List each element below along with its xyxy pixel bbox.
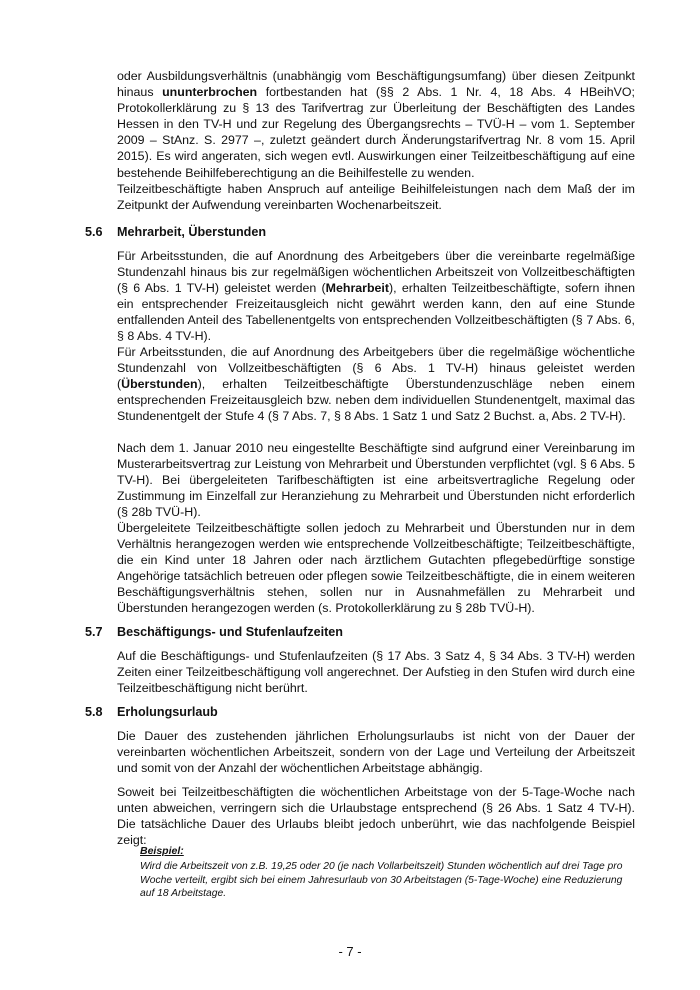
paragraph-urlaubsdauer: Die Dauer des zustehenden jährlichen Erholungsurlaubs ist nicht von der Dauer der vereinbarten wöchentlichen Arbeitszeit, sondern von der Lage und Verteilung der Arbeitszeit und somit von der Anzahl der wöchentlichen Arbeitstage abhängig. bbox=[117, 729, 635, 776]
section-title: Mehrarbeit, Überstunden bbox=[117, 225, 267, 239]
section-title: Beschäftigungs- und Stufenlaufzeiten bbox=[117, 625, 343, 639]
bold-ununterbrochen: ununterbrochen bbox=[162, 85, 258, 100]
example-text: Wird die Arbeitszeit von z.B. 19,25 oder 20 (je nach Vollarbeitszeit) Stunden wöchentlich auf drei Tage pro Woche verteilt, ergibt sich bei einem Jahresurlaub von 30 Arbeitstagen (5-Tage-Woche) eine Reduzierung auf 18 Arbeitstage. bbox=[140, 861, 623, 900]
paragraph-mehrarbeit: Für Arbeitsstunden, die auf Anordnung des Arbeitgebers über die vereinbarte regelmäßige Stundenzahl hinaus bis zur regelmäßigen wöchentlichen Arbeitszeit von Vollzeitbeschäftigten (§ 6 Abs. 1 TV-H) geleistet werden (Mehrarbeit), erhalten Teilzeitbeschäftigte, sofern ihnen ein entsprechender Freizeitausgleich nicht gewährt werden kann, den auf eine Stunde entfallenden Anteil des Tabellenentgelts von entsprechenden Vollzeitbeschäftigten (§ 7 Abs. 6, § 8 Abs. 4 TV-H). bbox=[117, 249, 635, 344]
example-label: Beispiel: bbox=[140, 845, 184, 857]
paragraph-urlaubstage: Soweit bei Teilzeitbeschäftigten die wöchentlichen Arbeitstage von der 5-Tage-Woche nach unten abweichen, verringern sich die Urlaubstage entsprechend (§ 26 Abs. 1 Satz 4 TV-H). Die tatsächliche Dauer des Urlaubs bleibt jedoch unberührt, wie das nachfolgende Beispiel zeigt: bbox=[117, 785, 635, 848]
paragraph-ueberstunden: Für Arbeitsstunden, die auf Anordnung des Arbeitgebers über die regelmäßige wöchentliche Stundenzahl von Vollzeitbeschäftigten (§ 6 Abs. 1 TV-H) hinaus geleistet werden (Überstunden), erhalten Teilzeitbeschäftigte Überstundenzuschläge neben einem entsprechenden Freizeitausgleich bzw. neben dem individuellen Stundenentgelt, maximal das Stundenentgelt der Stufe 4 (§ 7 Abs. 7, § 8 Abs. 1 Satz 1 und Satz 2 Buchst. a, Abs. 2 TV-H). bbox=[117, 345, 635, 424]
paragraph-stufenlaufzeiten: Auf die Beschäftigungs- und Stufenlaufzeiten (§ 17 Abs. 3 Satz 4, § 34 Abs. 3 TV-H) werden Zeiten einer Teilzeitbeschäftigung voll angerechnet. Der Aufstieg in den Stufen wird durch eine Teilzeitbeschäftigung nicht berührt. bbox=[117, 649, 635, 696]
section-number: 5.7 bbox=[85, 625, 103, 639]
bold-ueberstunden: Überstunden bbox=[121, 377, 198, 392]
section-heading-5-6 bbox=[85, 224, 266, 240]
section-number: 5.8 bbox=[85, 705, 103, 719]
section-number: 5.6 bbox=[85, 225, 103, 239]
paragraph-neu-eingestellte: Nach dem 1. Januar 2010 neu eingestellte Beschäftigte sind aufgrund einer Vereinbarung im Musterarbeitsvertrag zur Leistung von Mehrarbeit und Überstunden verpflichtet (vgl. § 6 Abs. 5 TV-H). Bei übergeleiteten Tarifbeschäftigten ist eine arbeitsvertragliche Regelung oder Zustimmung im Einzelfall zur Heranziehung zu Mehrarbeit und Überstunden nicht erforderlich (§ 28b TVÜ-H). bbox=[117, 441, 635, 520]
page-number: - 7 - bbox=[338, 944, 362, 959]
section-title: Erholungsurlaub bbox=[117, 705, 218, 719]
paragraph-beihilfe-continuation: oder Ausbildungsverhältnis (unabhängig vom Beschäftigungsumfang) über diesen Zeitpunkt hinaus ununterbrochen fortbestanden hat (§§ 2 Abs. 1 Nr. 4, 18 Abs. 4 HBeihVO; Protokollerklärung zu § 13 des Tarifvertrag zur Überleitung der Beschäftigten des Landes Hessen in den TV-H und zur Regelung des Übergangsrechts – TVÜ-H – vom 1. September 2009 – StAnz. S. 2977 –, zuletzt geändert durch Änderungstarifvertrag Nr. 8 vom 15. April 2015). Es wird angeraten, sich wegen evtl. Auswirkungen einer Teilzeitbeschäftigung auf eine bestehende Beihilfeberechtigung an die Beihilfestelle zu wenden. bbox=[117, 69, 635, 180]
section-heading-5-8 bbox=[85, 704, 218, 720]
section-heading-5-7 bbox=[85, 624, 343, 640]
paragraph-anteilige-beihilfe: Teilzeitbeschäftigte haben Anspruch auf anteilige Beihilfeleistungen nach dem Maß der im Zeitpunkt der Aufwendung vereinbarten Wochenarbeitszeit. bbox=[117, 182, 635, 213]
paragraph-uebergeleitete: Übergeleitete Teilzeitbeschäftigte sollen jedoch zu Mehrarbeit und Überstunden nur in dem Verhältnis herangezogen werden wie entsprechende Vollzeitbeschäftigte; Teilzeitbeschäftigte, die ein Kind unter 18 Jahren oder nach ärztlichem Gutachten pflegebedürftige sonstige Angehörige tatsächlich betreuen oder pflegen sowie Teilzeitbeschäftigte, die in einem weiteren Beschäftigungsverhältnis stehen, sollen nur in Ausnahmefällen zu Mehrarbeit und Überstunden herangezogen werden (s. Protokollerklärung zu § 28b TVÜ-H). bbox=[117, 521, 635, 616]
bold-mehrarbeit: Mehrarbeit bbox=[325, 281, 390, 296]
